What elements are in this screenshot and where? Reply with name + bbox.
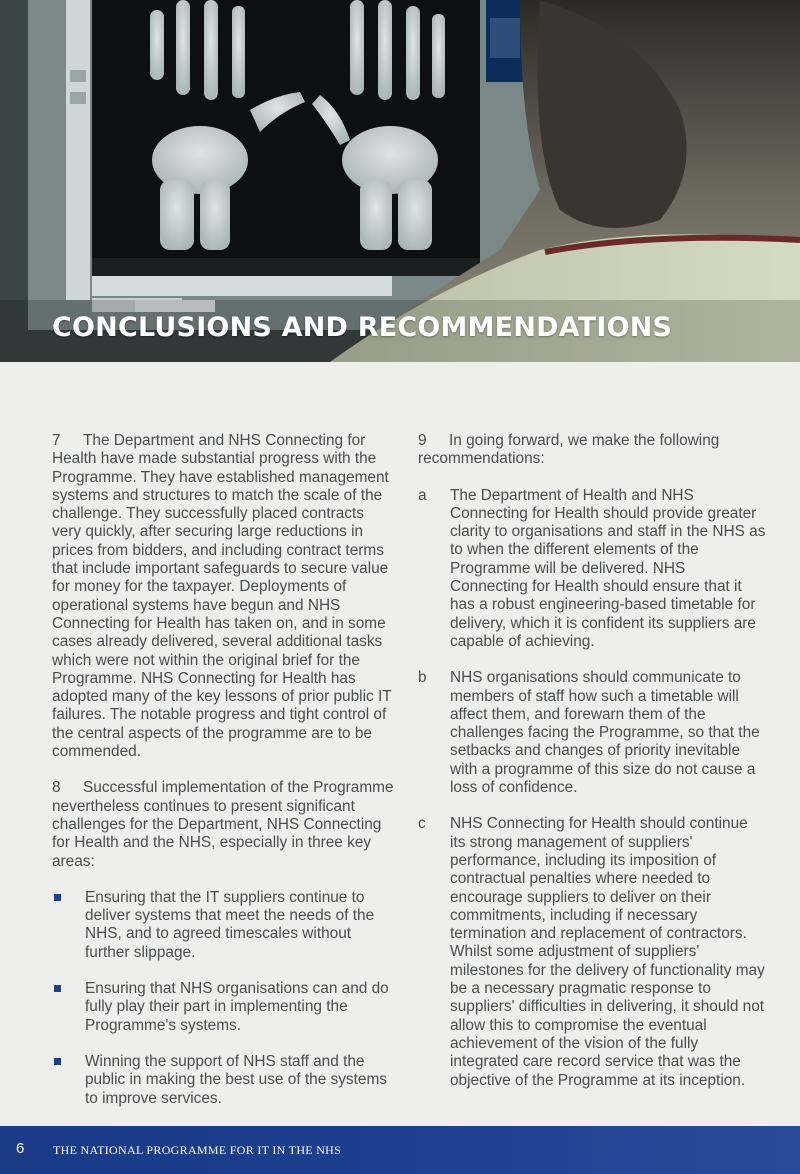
paragraph-8 xyxy=(52,779,394,870)
page-number: 6 xyxy=(16,1140,25,1157)
recommendation-text: NHS Connecting for Health should continue its strong management of suppliers' performance, including its imposition of contractual penalties where needed to encourage suppliers to deliver on their commitments, including if necessary termination and replacement of contractors. Whilst some adjustment of suppliers' milestones for the delivery of functionality may be a necessary pragmatic response to suppliers' difficulties in delivering, it should not allow this to compromise the eventual achievement of the vision of the fully integrated care record service that was the objective of the Programme at its inception. xyxy=(450,815,765,1089)
recommendation-text: NHS organisations should communicate to members of staff how such a timetable will affect them, and forewarn them of the challenges facing the Programme, so that the setbacks and changes of priority inevitable with a programme of this size do not cause a loss of confidence. xyxy=(450,669,760,797)
paragraph-9 xyxy=(418,432,766,469)
list-item xyxy=(418,669,766,797)
hero-photo xyxy=(0,0,800,362)
page-title: CONCLUSIONS AND RECOMMENDATIONS xyxy=(52,312,673,343)
list-item xyxy=(52,1053,394,1108)
square-bullet-icon xyxy=(54,1058,61,1065)
challenge-list xyxy=(52,889,394,1108)
list-item-text: Winning the support of NHS staff and the public in making the best use of the systems to improve services. xyxy=(85,1052,387,1107)
recommendations-list xyxy=(418,487,766,1090)
list-item xyxy=(52,980,394,1035)
paragraph-text: Successful implementation of the Programme nevertheless continues to present significant challenges for the Department, NHS Connecting for Health and the NHS, especially in three key areas: xyxy=(52,779,394,870)
square-bullet-icon xyxy=(54,985,61,992)
recommendation-text: The Department of Health and NHS Connecting for Health should provide greater clarity to organisations and staff in the NHS as to when the different elements of the Programme will be delivered. NHS Connecting for Health should ensure that it has a robust engineering-based timetable for delivery, which it is confident its suppliers are capable of achieving. xyxy=(450,486,766,650)
right-column xyxy=(418,432,766,1108)
paragraph-text: In going forward, we make the following recommendations: xyxy=(418,432,720,468)
recommendation-letter: b xyxy=(418,669,427,687)
paragraph-number: 9 xyxy=(418,432,427,449)
list-item xyxy=(418,815,766,1089)
paragraph-number: 8 xyxy=(52,779,61,797)
list-item-text: Ensuring that the IT suppliers continue to deliver systems that meet the needs of the NHS, and to agreed timescales without further slippage. xyxy=(85,888,375,961)
square-bullet-icon xyxy=(54,894,61,901)
paragraph-number: 7 xyxy=(52,432,61,449)
recommendation-letter: c xyxy=(418,815,426,833)
paragraph-text: The Department and NHS Connecting for Health have made substantial progress with the Programme. They have established management systems and structures to match the scale of the challenge. They successfully placed contracts very quickly, after securing large reductions in prices from bidders, and including contract terms that include important safeguards to secure value for money for the taxpayer. Deployments of operational systems have begun and NHS Connecting for Health has taken on, and in some cases already delivered, several additional tasks which were not within the original brief for the Programme. NHS Connecting for Health has adopted many of the key lessons of prior public IT failures. The notable progress and tight control of the central aspects of the programme are to be commended. xyxy=(52,432,392,761)
list-item xyxy=(52,889,394,962)
left-column xyxy=(52,432,394,1126)
paragraph-7 xyxy=(52,432,394,761)
running-head: THE NATIONAL PROGRAMME FOR IT IN THE NHS xyxy=(53,1143,342,1157)
recommendation-letter: a xyxy=(418,486,427,504)
list-item-text: Ensuring that NHS organisations can and do fully play their part in implementing the Programme's systems. xyxy=(85,980,389,1034)
xray-monitor-photo xyxy=(0,0,800,362)
list-item xyxy=(418,487,766,652)
page-footer xyxy=(0,1126,800,1174)
